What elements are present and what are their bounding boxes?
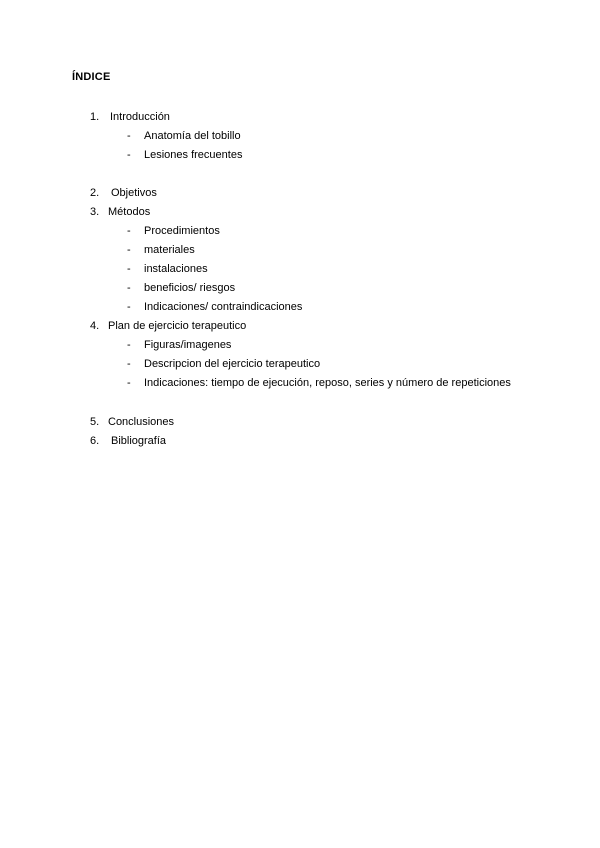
toc-label: Objetivos — [111, 187, 157, 199]
bullet-dash: - — [127, 149, 131, 161]
toc-subitem: beneficios/ riesgos — [144, 282, 236, 294]
toc-label: Bibliografía — [111, 435, 167, 447]
toc-label: Conclusiones — [108, 416, 175, 428]
toc-label: Métodos — [108, 206, 151, 218]
toc-number: 1. — [90, 111, 100, 123]
bullet-dash: - — [127, 263, 131, 275]
bullet-dash: - — [127, 225, 131, 237]
toc-number: 2. — [90, 187, 100, 199]
toc-number: 6. — [90, 435, 100, 447]
bullet-dash: - — [127, 358, 131, 370]
index-title: ÍNDICE — [72, 71, 111, 83]
toc-subitem: materiales — [144, 244, 195, 256]
toc-subitem: instalaciones — [144, 263, 208, 275]
bullet-dash: - — [127, 377, 131, 389]
bullet-dash: - — [127, 282, 131, 294]
toc-subitem: Procedimientos — [144, 225, 220, 237]
toc-subitem: Indicaciones/ contraindicaciones — [144, 301, 303, 313]
toc-subitem: Figuras/imagenes — [144, 339, 232, 351]
bullet-dash: - — [127, 130, 131, 142]
bullet-dash: - — [127, 301, 131, 313]
toc-number: 4. — [90, 320, 100, 332]
toc-number: 5. — [90, 416, 100, 428]
toc-label: Plan de ejercicio terapeutico — [108, 320, 247, 332]
toc-subitem: Anatomía del tobillo — [144, 130, 241, 142]
bullet-dash: - — [127, 339, 131, 351]
toc-subitem: Lesiones frecuentes — [144, 149, 243, 161]
toc-subitem: Indicaciones: tiempo de ejecución, reposo, series y número de repeticiones — [144, 377, 511, 389]
toc-number: 3. — [90, 206, 100, 218]
toc-subitem: Descripcion del ejercicio terapeutico — [144, 358, 321, 370]
bullet-dash: - — [127, 244, 131, 256]
toc-label: Introducción — [110, 111, 170, 123]
